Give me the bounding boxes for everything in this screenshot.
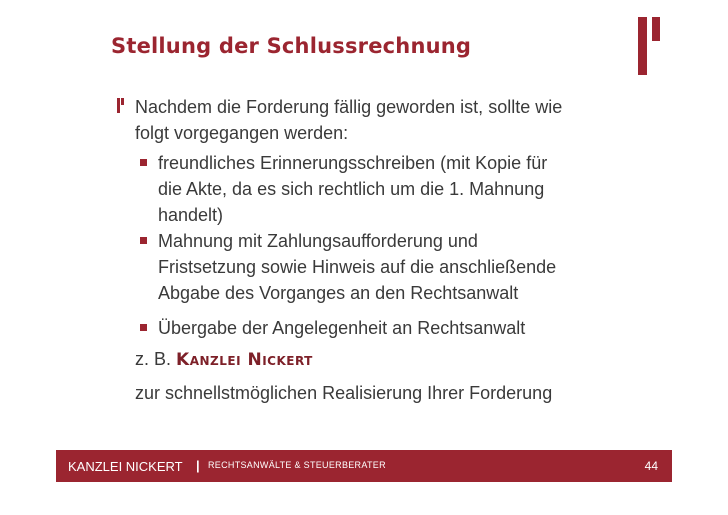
logo-mark [638, 17, 666, 75]
page-number: 44 [644, 459, 658, 473]
example-line [135, 346, 313, 373]
bullet-1-line-2: die Akte, da es sich rechtlich um die 1. Mahnung [158, 179, 545, 199]
intro-line-2: folgt vorgegangen werden: [135, 123, 349, 143]
square-bullet-icon [140, 324, 147, 331]
example-brand: Kanzlei Nickert [176, 350, 313, 370]
footer-subtitle: RECHTSANWÄLTE & STEUERBERATER [208, 460, 386, 470]
intro-line-1: Nachdem die Forderung fällig geworden ist, sollte wie [135, 97, 563, 117]
bullet-marker-icon [117, 98, 125, 116]
footer-bar [56, 450, 672, 482]
example-prefix: z. B. [135, 349, 172, 369]
bullet-1-line-3: handelt) [158, 205, 224, 225]
closing-line: zur schnellstmöglichen Realisierung Ihrer Forderung [135, 383, 553, 403]
slide-title: Stellung der Schlussrechnung [111, 34, 472, 58]
logo-bar-short [652, 17, 660, 41]
footer-brand: KANZLEI NICKERT [68, 459, 183, 474]
logo-bar-tall [638, 17, 647, 75]
bullet-3-line-1: Übergabe der Angelegenheit an Rechtsanwalt [158, 318, 526, 338]
square-bullet-icon [140, 237, 147, 244]
footer-separator: | [196, 458, 200, 473]
square-bullet-icon [140, 159, 147, 166]
bullet-1-line-1: freundliches Erinnerungsschreiben (mit Kopie für [158, 153, 548, 173]
bullet-2-line-2: Fristsetzung sowie Hinweis auf die anschließende [158, 257, 557, 277]
bullet-2-line-1: Mahnung mit Zahlungsaufforderung und [158, 231, 478, 251]
bullet-2-line-3: Abgabe des Vorganges an den Rechtsanwalt [158, 283, 519, 303]
